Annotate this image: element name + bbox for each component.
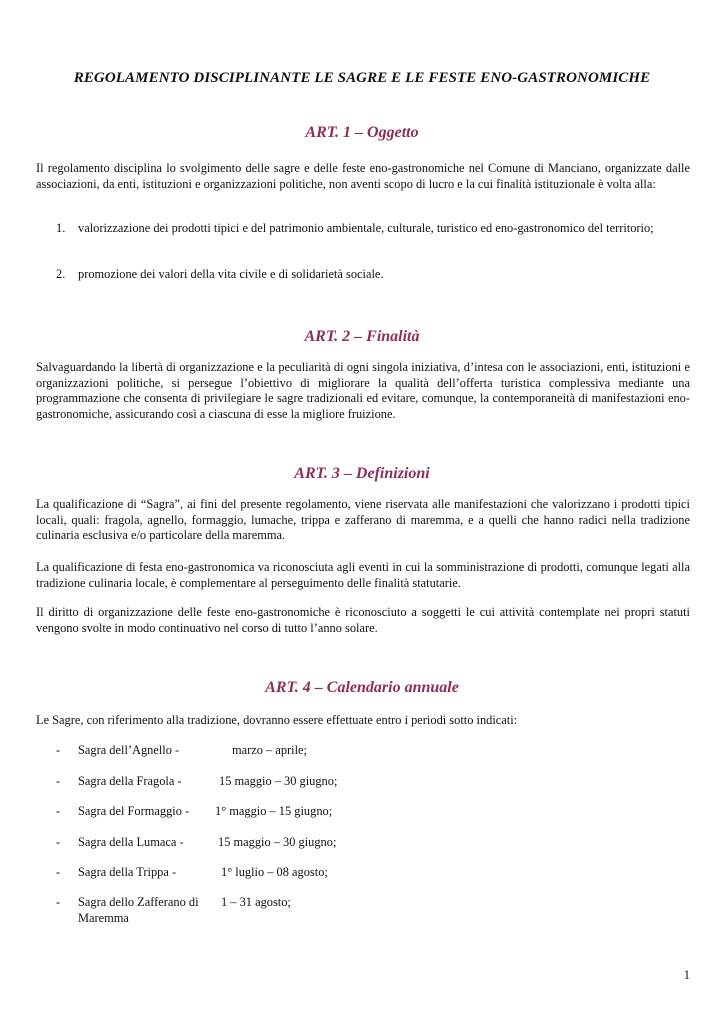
art3-paragraph: La qualificazione di festa eno-gastronomica va riconosciuta agli eventi in cui la somministrazione di prodotti, comunque legati alla tradizione culinaria locale, è complementare al perseguimento delle finalità statutarie. [36, 560, 690, 590]
sagra-period: 1 – 31 agosto; [221, 895, 291, 909]
sagra-name: Sagra della Fragola - [78, 774, 182, 788]
art1-list-item [56, 221, 690, 237]
list-dash: - [56, 743, 61, 757]
sagra-period: marzo – aprile; [232, 743, 307, 757]
list-dash: - [56, 804, 61, 818]
list-text: promozione dei valori della vita civile e di solidarietà sociale. [78, 267, 384, 281]
document-title: REGOLAMENTO DISCIPLINANTE LE SAGRE E LE FESTE ENO-GASTRONOMICHE [73, 70, 651, 86]
list-dash: - [56, 774, 61, 788]
sagra-name: Sagra dell’Agnello - [78, 743, 180, 757]
list-text: valorizzazione dei prodotti tipici e del patrimonio ambientale, culturale, turistico ed eno-gastronomico del territorio; [78, 221, 654, 235]
art1-heading: ART. 1 – Oggetto [305, 124, 419, 141]
page-number: 1 [683, 968, 690, 982]
sagra-name: Sagra della Trippa - [78, 865, 177, 879]
art4-heading: ART. 4 – Calendario annuale [265, 679, 459, 696]
art2-text: Salvaguardando la libertà di organizzazione e la peculiarità di ogni singola iniziativa, d’intesa con le associazioni, enti, istituzioni e organizzazioni politiche, si persegue l’obiettivo di migliorare la qualità dell’offerta turistica complessiva mediante una programmazione che consenta di privilegiare le sagre tradizionali ed evitare, comunque, la contemporaneità di manifestazioni eno-gastronomiche, assicurando così a ciascuna di esse la migliore fruizione. [36, 360, 690, 421]
art3-heading: ART. 3 – Definizioni [294, 465, 430, 482]
sagra-name: Sagra dello Zafferano di Maremma [78, 895, 199, 925]
sagra-period: 15 maggio – 30 giugno; [218, 835, 337, 849]
list-dash: - [56, 835, 61, 849]
art1-intro: Il regolamento disciplina lo svolgimento delle sagre e delle feste eno-gastronomiche nel Comune di Manciano, organizzate dalle associazioni, da enti, istituzioni e organizzazioni politiche, non aventi scopo di lucro e la cui finalità istituzionale è volta alla: [36, 161, 690, 191]
art2-heading: ART. 2 – Finalità [304, 328, 420, 345]
list-number: 1. [56, 221, 66, 235]
list-number: 2. [56, 267, 66, 281]
list-dash: - [56, 865, 61, 879]
sagra-period: 1° luglio – 08 agosto; [221, 865, 328, 879]
sagra-name: Sagra del Formaggio - [78, 804, 190, 818]
art4-intro: Le Sagre, con riferimento alla tradizione, dovranno essere effettuate entro i periodi sotto indicati: [36, 713, 518, 727]
sagra-name: Sagra della Lumaca - [78, 835, 184, 849]
art3-paragraph: La qualificazione di “Sagra”, ai fini del presente regolamento, viene riservata alle manifestazioni che valorizzano i prodotti tipici locali, quali: fragola, agnello, formaggio, lumache, trippa e zafferano di maremma, e a quelli che hanno radici nella tradizione culinaria esclusiva e/o particolare della maremma. [36, 497, 690, 542]
sagra-period: 15 maggio – 30 giugno; [219, 774, 338, 788]
sagra-period: 1° maggio – 15 giugno; [215, 804, 333, 818]
list-dash: - [56, 895, 61, 909]
art1-list-item [56, 267, 690, 283]
art3-paragraph: Il diritto di organizzazione delle feste eno-gastronomiche è riconosciuto a soggetti le cui attività contemplate nei propri statuti vengono svolte in modo continuativo nel corso di tutto l’anno solare. [36, 605, 690, 635]
